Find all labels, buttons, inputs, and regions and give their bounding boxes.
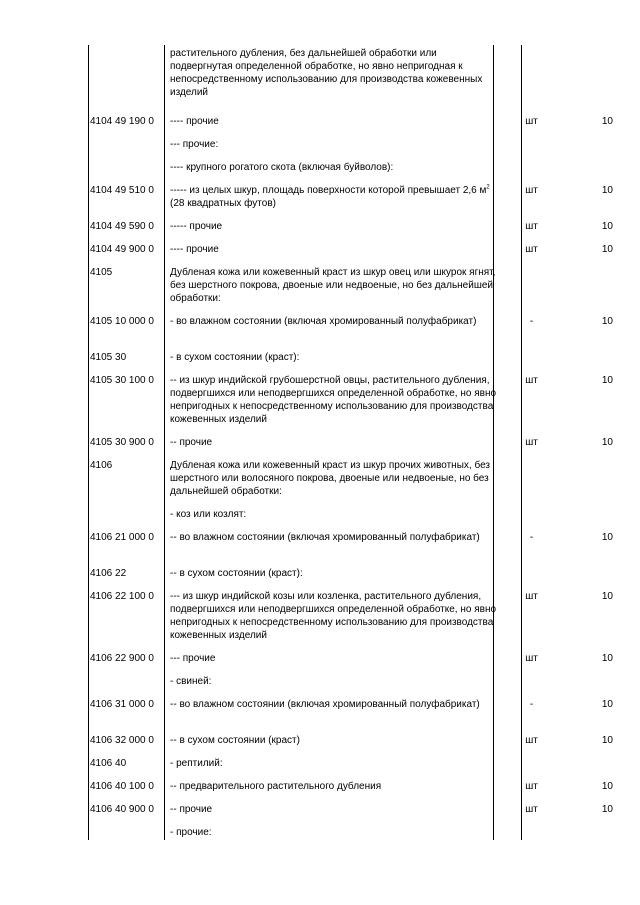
row-description: - рептилий:: [170, 758, 223, 769]
row-description: -- из шкур индийской грубошерстной овцы, растительного дубления, подвергшихся или неподвергшихся определенной обработке, но явно непригодных к непосредственному использованию для производства кожевенных изделий: [170, 375, 497, 425]
row-code: 4106 22: [90, 568, 127, 579]
row-duty: [558, 261, 640, 310]
table-row: [88, 693, 640, 729]
row-description: [166, 179, 505, 215]
row-unit: шт: [525, 375, 538, 386]
row-duty: [558, 562, 640, 585]
row-code: 4105 30: [90, 352, 127, 363]
row-code: 4105: [90, 267, 113, 278]
row-duty: [558, 454, 640, 503]
table-row: [88, 369, 640, 431]
table-row: [88, 346, 640, 369]
row-unit: шт: [525, 804, 538, 815]
row-code: 4106 22 100 0: [90, 591, 154, 602]
row-duty: 10: [601, 375, 613, 386]
table-row: [88, 310, 640, 346]
table-row: [88, 133, 640, 156]
row-unit: шт: [525, 591, 538, 602]
row-unit: шт: [525, 244, 538, 255]
row-code: [88, 156, 166, 179]
row-description: Дубленая кожа или кожевенный краст из шкур овец или шкурок ягнят, без шерстного покрова, двоеные или недвоеные, но без дальнейшей обработки:: [170, 267, 496, 304]
row-code: 4106 40: [90, 758, 127, 769]
row-unit: [505, 133, 558, 156]
row-code: [88, 503, 166, 526]
row-duty: [558, 45, 640, 110]
row-unit: [505, 670, 558, 693]
table-row: [88, 670, 640, 693]
table-row: [88, 647, 640, 670]
row-unit: шт: [525, 735, 538, 746]
row-duty: 10: [601, 185, 613, 196]
row-code: 4105 10 000 0: [90, 316, 154, 327]
row-description: растительного дубления, без дальнейшей обработки или подвергнутая определенной обработке, но явно непригодная к непосредственному использованию для производства кожевенных изделий: [170, 48, 483, 98]
row-unit: шт: [525, 781, 538, 792]
row-description: --- прочие:: [170, 139, 219, 150]
row-duty: [558, 752, 640, 775]
row-description: Дубленая кожа или кожевенный краст из шкур прочих животных, без шерстного или волосяного покрова, двоеные или недвоеные, но без дальнейшей обработки:: [170, 460, 490, 497]
row-duty: [558, 503, 640, 526]
desc-superscript: 2: [486, 184, 490, 191]
row-unit: [505, 156, 558, 179]
row-code: [88, 133, 166, 156]
row-description: - в сухом состоянии (краст):: [170, 352, 300, 363]
row-description: -- предварительного растительного дубления: [170, 781, 382, 792]
table-row: [88, 110, 640, 133]
row-description: -- прочие: [170, 437, 213, 448]
table-row: [88, 775, 640, 798]
table-row: [88, 729, 640, 752]
row-duty: 10: [601, 699, 613, 710]
row-code: 4106 31 000 0: [90, 699, 154, 710]
row-description: - во влажном состоянии (включая хромированный полуфабрикат): [170, 316, 477, 327]
row-unit: -: [529, 532, 534, 543]
row-code: 4104 49 590 0: [90, 221, 154, 232]
row-unit: -: [529, 316, 534, 327]
row-description: ---- прочие: [170, 116, 219, 127]
table-row: [88, 45, 640, 110]
row-duty: [558, 670, 640, 693]
row-code: 4106 22 900 0: [90, 653, 154, 664]
row-code: 4106: [90, 460, 113, 471]
table-row: [88, 503, 640, 526]
row-unit: [505, 346, 558, 369]
desc-text: (28 квадратных футов): [170, 198, 276, 209]
row-duty: 10: [601, 244, 613, 255]
row-unit: шт: [525, 221, 538, 232]
table-row: [88, 261, 640, 310]
row-description: - коз или козлят:: [170, 509, 247, 520]
row-description: - прочие:: [170, 827, 212, 838]
tariff-table: [88, 45, 640, 844]
table-row: [88, 238, 640, 261]
row-unit: шт: [525, 437, 538, 448]
desc-text: ----- из целых шкур, площадь поверхности которой превышает 2,6 м: [170, 185, 487, 196]
row-description: -- во влажном состоянии (включая хромированный полуфабрикат): [170, 699, 480, 710]
row-description: ---- прочие: [170, 244, 219, 255]
row-description: --- из шкур индийской козы или козленка, растительного дубления, подвергшихся или неподвергшихся определенной обработке, но явно непригодных к непосредственному использованию для производства кожевенных изделий: [170, 591, 497, 641]
row-unit: [505, 454, 558, 503]
row-unit: [505, 261, 558, 310]
row-unit: [505, 45, 558, 110]
table-row: [88, 798, 640, 821]
row-unit: [505, 752, 558, 775]
row-code: 4105 30 900 0: [90, 437, 154, 448]
row-duty: 10: [601, 316, 613, 327]
row-unit: [505, 562, 558, 585]
row-code: 4106 40 100 0: [90, 781, 154, 792]
row-unit: [505, 821, 558, 844]
row-duty: 10: [601, 221, 613, 232]
row-code: 4105 30 100 0: [90, 375, 154, 386]
row-duty: 10: [601, 735, 613, 746]
row-description: ---- крупного рогатого скота (включая буйволов):: [170, 162, 394, 173]
row-duty: 10: [601, 781, 613, 792]
row-unit: шт: [525, 653, 538, 664]
row-duty: 10: [601, 437, 613, 448]
row-duty: [558, 346, 640, 369]
row-code: 4104 49 190 0: [90, 116, 154, 127]
table-row: [88, 821, 640, 844]
row-duty: 10: [601, 804, 613, 815]
row-code: [88, 45, 166, 110]
row-description: -- в сухом состоянии (краст):: [170, 568, 303, 579]
row-code: [88, 821, 166, 844]
table-row: [88, 431, 640, 454]
row-duty: 10: [601, 116, 613, 127]
row-description: -- прочие: [170, 804, 213, 815]
row-code: [88, 670, 166, 693]
row-unit: шт: [525, 185, 538, 196]
row-code: 4106 21 000 0: [90, 532, 154, 543]
row-unit: -: [529, 699, 534, 710]
row-unit: [505, 503, 558, 526]
row-code: 4104 49 510 0: [90, 185, 154, 196]
row-duty: 10: [601, 532, 613, 543]
row-duty: [558, 821, 640, 844]
row-duty: 10: [601, 653, 613, 664]
table-row: [88, 179, 640, 215]
row-code: 4104 49 900 0: [90, 244, 154, 255]
table-row: [88, 752, 640, 775]
row-duty: [558, 133, 640, 156]
row-code: 4106 40 900 0: [90, 804, 154, 815]
row-description: -- во влажном состоянии (включая хромированный полуфабрикат): [170, 532, 480, 543]
row-description: --- прочие: [170, 653, 216, 664]
table-row: [88, 526, 640, 562]
table-row: [88, 215, 640, 238]
table-row: [88, 156, 640, 179]
row-unit: шт: [525, 116, 538, 127]
row-duty: 10: [601, 591, 613, 602]
row-duty: [558, 156, 640, 179]
row-description: ----- прочие: [170, 221, 223, 232]
row-code: 4106 32 000 0: [90, 735, 154, 746]
table-row: [88, 562, 640, 585]
row-description: -- в сухом состоянии (краст): [170, 735, 300, 746]
table-row: [88, 585, 640, 647]
table-row: [88, 454, 640, 503]
row-description: - свиней:: [170, 676, 212, 687]
